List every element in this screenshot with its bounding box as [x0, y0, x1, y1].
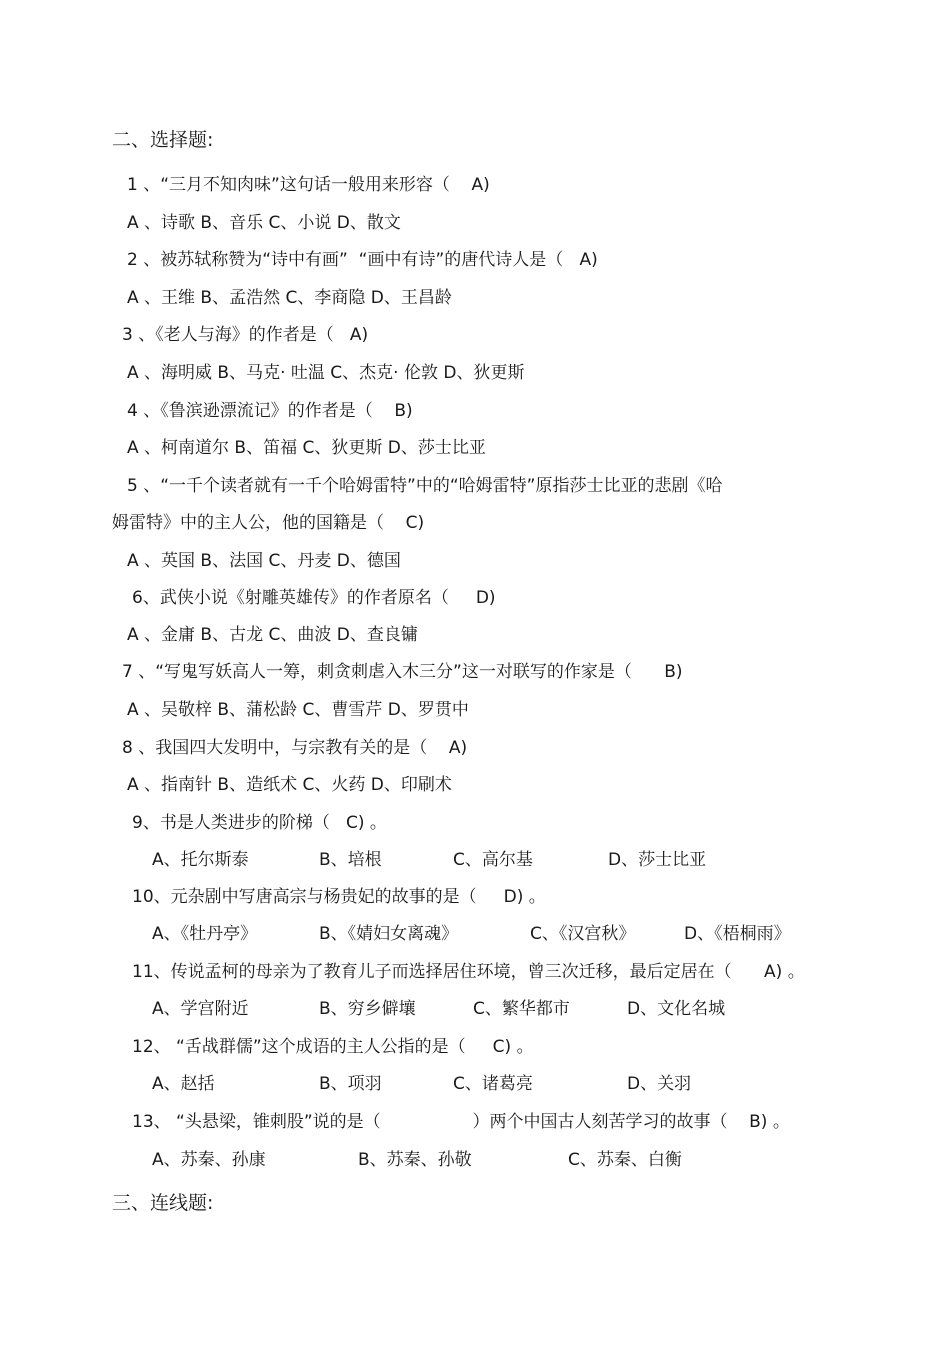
option-a: A、学宫附近: [152, 999, 249, 1019]
question-11: 11、传说孟柯的母亲为了教育儿子而选择居住环境，曾三次迁移，最后定居在（ A) 。: [132, 962, 805, 982]
question-8-options: A 、指南针 B、造纸术 C、火药 D、印刷术: [127, 775, 452, 795]
option-b: B、《婧妇女离魂》: [319, 924, 459, 944]
question-4: 4 、《鲁滨逊漂流记》的作者是（ B): [127, 401, 413, 421]
question-3: 3 、《老人与海》的作者是（ A): [122, 325, 369, 345]
question-10: 10、元杂剧中写唐高宗与杨贵妃的故事的是（ D) 。: [132, 887, 546, 907]
section-title-matching: 三、连线题:: [112, 1192, 214, 1214]
question-7-options: A 、吴敬梓 B、蒲松龄 C、曹雪芹 D、罗贯中: [127, 700, 469, 720]
question-5-line2: 姆雷特》中的主人公，他的国籍是（ C): [112, 513, 425, 533]
question-5-line1: 5 、“一千个读者就有一千个哈姆雷特”中的“哈姆雷特”原指莎士比亚的悲剧《哈: [127, 476, 723, 496]
option-a: A、苏秦、孙康: [152, 1150, 266, 1170]
option-b: B、项羽: [319, 1074, 382, 1094]
section-title-choice: 二、选择题:: [112, 129, 214, 151]
option-c: C、高尔基: [453, 850, 533, 870]
question-9: 9、书是人类进步的阶梯（ C) 。: [132, 813, 387, 833]
question-6-options: A 、金庸 B、古龙 C、曲波 D、查良镛: [127, 625, 418, 645]
option-b: B、苏秦、孙敬: [358, 1150, 472, 1170]
question-13: 13、 “头悬梁，锥刺股”说的是（ ）两个中国古人刻苦学习的故事（ B) 。: [132, 1112, 790, 1132]
option-b: B、培根: [319, 850, 382, 870]
option-c: C、繁华都市: [473, 999, 570, 1019]
option-a: A、赵括: [152, 1074, 215, 1094]
option-a: A、托尔斯泰: [152, 850, 249, 870]
option-c: C、苏秦、白衡: [568, 1150, 682, 1170]
question-1-options: A 、诗歌 B、音乐 C、小说 D、散文: [127, 213, 401, 233]
question-12: 12、 “舌战群儒”这个成语的主人公指的是（ C) 。: [132, 1037, 534, 1057]
option-d: D、《梧桐雨》: [684, 924, 791, 944]
question-4-options: A 、柯南道尔 B、笛福 C、狄更斯 D、莎士比亚: [127, 438, 486, 458]
option-d: D、文化名城: [627, 999, 726, 1019]
option-a: A、《牡丹亭》: [152, 924, 258, 944]
option-d: D、关羽: [627, 1074, 692, 1094]
question-7: 7 、“写鬼写妖高人一筹，刺贪刺虐入木三分”这一对联写的作家是（ B): [122, 662, 683, 682]
question-8: 8 、我国四大发明中，与宗教有关的是（ A): [122, 738, 468, 758]
question-2: 2 、被苏轼称赞为“诗中有画” “画中有诗”的唐代诗人是（ A): [127, 250, 598, 270]
question-2-options: A 、王维 B、孟浩然 C、李商隐 D、王昌龄: [127, 288, 452, 308]
question-1: 1 、“三月不知肉味”这句话一般用来形容（ A): [127, 175, 490, 195]
question-3-options: A 、海明威 B、马克· 吐温 C、杰克· 伦敦 D、狄更斯: [127, 363, 525, 383]
question-6: 6、武侠小说《射雕英雄传》的作者原名（ D): [132, 588, 496, 608]
option-d: D、莎士比亚: [608, 850, 707, 870]
option-c: C、《汉宫秋》: [530, 924, 636, 944]
option-c: C、诸葛亮: [453, 1074, 533, 1094]
option-b: B、穷乡僻壤: [319, 999, 416, 1019]
question-5-options: A 、英国 B、法国 C、丹麦 D、德国: [127, 551, 401, 571]
